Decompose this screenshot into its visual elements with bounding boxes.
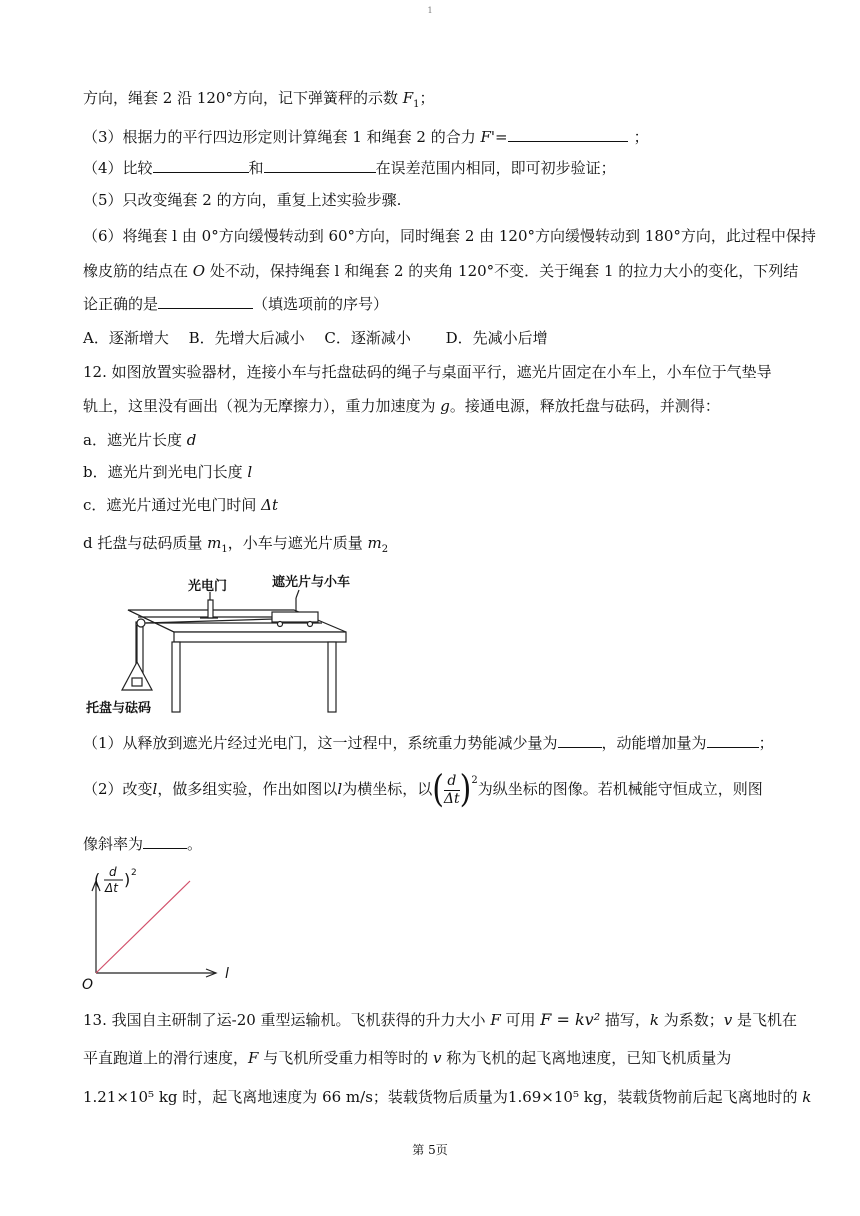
answer-blank[interactable] — [143, 834, 187, 849]
q12-item-b: b．遮光片到光电门长度 l — [83, 463, 253, 481]
q12-line-1: 12. 如图放置实验器材，连接小车与托盘砝码的绳子与桌面平行，遮光片固定在小车上，小车位于气垫导 — [83, 363, 772, 381]
table-leg — [328, 642, 336, 712]
text-line-1: 方向，绳套 2 沿 120°方向，记下弹簧秤的示数 $F_1$； — [83, 89, 435, 110]
origin-label: O — [82, 977, 94, 993]
q12-part-2: （2）改变l，做多组实验，作出如图以l为横坐标，以( $\frac{d}{\Delta t}$ )$^2$为纵坐标的图像。若机械能守恒成立，则图 — [83, 767, 763, 812]
y-label-den: Δt — [105, 881, 118, 895]
answer-blank[interactable] — [153, 158, 249, 173]
q12-part-2-cont: 像斜率为 。 — [83, 835, 203, 853]
text-line-3: （4）比较 和 在误差范围内相同，即可初步验证； — [83, 159, 616, 177]
text-line-4: （5）只改变绳套 2 的方向，重复上述实验步骤. — [83, 191, 402, 209]
header-mark: 1 — [427, 6, 433, 15]
apparatus-figure — [84, 570, 374, 720]
label-tray: 托盘与砝码 — [86, 701, 152, 716]
photogate — [208, 600, 213, 618]
graph-figure — [78, 865, 248, 995]
label-cart: 遮光片与小车 — [272, 575, 351, 590]
answer-blank[interactable] — [508, 127, 628, 142]
fraction-d-over-dt: $\frac{d}{\Delta t}$ — [443, 772, 460, 807]
pulley — [137, 619, 145, 627]
q12-item-d: d 托盘与砝码质量 $m_1$，小车与遮光片质量 $m_2$ — [83, 534, 389, 555]
lift-formula: F = kv² — [540, 1010, 601, 1029]
label-photogate: 光电门 — [188, 579, 228, 594]
q12-line-2: 轨上，这里没有画出（视为无摩擦力），重力加速度为 g。接通电源，释放托盘与砝码，并测得： — [83, 397, 720, 415]
answer-blank[interactable] — [558, 733, 602, 748]
page-number: 第 5页 — [412, 1143, 448, 1157]
text-line-5: （6）将绳套 l 由 0°方向缓慢转动到 60°方向，同时绳套 2 由 120°方向缓慢转动到 180°方向，此过程中保持 — [83, 227, 816, 245]
q12-item-a: a．遮光片长度 d — [83, 431, 197, 449]
y-label-num: d — [109, 865, 117, 879]
svg-text:(: ( — [94, 870, 101, 889]
text-line-7: 论正确的是 （填选项前的序号） — [83, 295, 389, 313]
answer-blank[interactable] — [158, 294, 253, 309]
cart — [272, 612, 318, 622]
table-leg — [172, 642, 180, 712]
q13-line-2: 平直跑道上的滑行速度，F 与飞机所受重力相等时的 v 称为飞机的起飞离地速度，已知飞机质量为 — [83, 1049, 732, 1067]
options-line: A．逐渐增大 B．先增大后减小 C．逐渐减小 D．先减小后增 — [83, 329, 548, 347]
x-label: l — [225, 966, 229, 982]
text-line-2: （3）根据力的平行四边形定则计算绳套 1 和绳套 2 的合力 F'= ； — [83, 128, 649, 146]
q12-part-1: （1）从释放到遮光片经过光电门，这一过程中，系统重力势能减少量为 ，动能增加量为 ； — [83, 734, 774, 752]
q12-item-c: c．遮光片通过光电门时间 Δt — [83, 496, 279, 514]
svg-text:): ) — [124, 870, 131, 889]
q13-line-1: 13. 我国自主研制了运-20 重型运输机。飞机获得的升力大小 F 可用 F = kv² 描写，k 为系数；v 是飞机在 — [83, 1010, 798, 1029]
weight — [132, 678, 142, 686]
q13-line-3: 1.21×10⁵ kg 时，起飞离地速度为 66 m/s；装载货物后质量为1.69×10⁵ kg，装载货物前后起飞离地时的 k — [83, 1088, 812, 1106]
answer-blank[interactable] — [264, 158, 376, 173]
text-line-6: 橡皮筋的结点在 O 处不动，保持绳套 l 和绳套 2 的夹角 120°不变．关于绳套 1 的拉力大小的变化，下列结 — [83, 262, 799, 280]
answer-blank[interactable] — [707, 733, 759, 748]
y-label-exp: 2 — [131, 868, 137, 878]
